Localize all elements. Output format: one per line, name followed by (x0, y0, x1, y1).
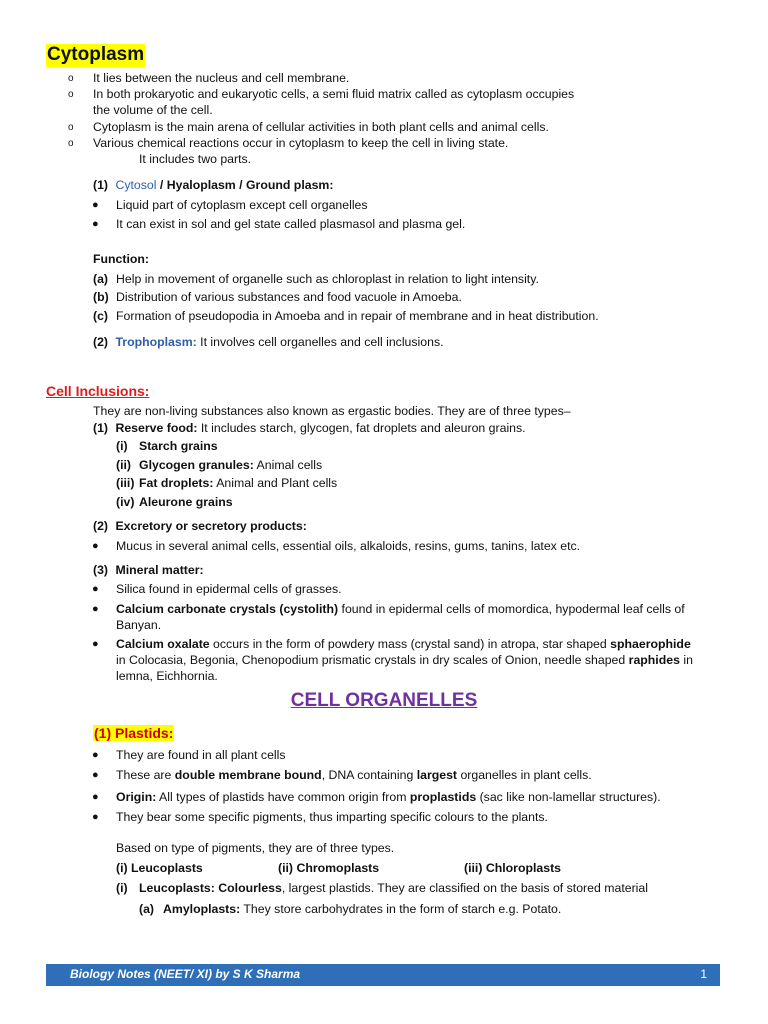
text: They store carbohydrates in the form of starch e.g. Potato. (240, 902, 562, 916)
bullet-text-cont (116, 653, 693, 669)
subheading-cytosol (93, 178, 333, 194)
plastids-heading-wrap (93, 724, 174, 743)
bullet-text: They are found in all plant cells (116, 748, 286, 762)
term: Colourless (218, 881, 282, 895)
bullet-icon: ● (92, 218, 99, 230)
text: occurs in the form of powdery mass (crystal sand) in atropa, star shaped (209, 637, 611, 651)
item-label: (c) (93, 309, 109, 323)
term: Reserve food: (115, 421, 198, 435)
term: Origin: (116, 790, 157, 804)
term: raphides (628, 653, 680, 667)
bullet-icon: ● (92, 199, 99, 211)
type-leucoplasts: (i) Leucoplasts (116, 861, 203, 875)
term: double membrane bound (174, 768, 322, 782)
item-label: (i) (116, 881, 128, 895)
reserve-food-line (93, 421, 526, 437)
bullet-icon: o (68, 89, 74, 100)
bullet-icon: ● (92, 603, 99, 615)
item-label: (ii) (116, 458, 132, 472)
bullet-icon: ● (92, 583, 99, 595)
term: largest (416, 768, 458, 782)
paragraph: They are non-living substances also known as ergastic bodies. They are of three types– (93, 404, 571, 418)
bullet-icon: o (68, 122, 74, 133)
bullet-icon: ● (92, 540, 99, 552)
item-number: (1) (93, 421, 109, 435)
paragraph: Based on type of pigments, they are of three types. (116, 841, 395, 855)
term-rest: It includes starch, glycogen, fat droplets and aleuron grains. (197, 421, 526, 435)
bullet-icon: ● (92, 811, 99, 823)
bullet-icon: ● (92, 791, 99, 803)
term: Glycogen granules: (139, 458, 254, 472)
bullet-text-cont: lemna, Eichhornia. (116, 669, 218, 683)
paragraph: It includes two parts. (139, 152, 252, 166)
plastids-heading: (1) Plastids: (94, 725, 174, 741)
mineral-heading (93, 563, 204, 579)
sub-item (139, 439, 218, 455)
term-rest: Animal and Plant cells (213, 476, 338, 490)
bullet-text: Mucus in several animal cells, essential oils, alkaloids, resins, gums, tanins, latex etc. (116, 539, 581, 553)
text: in Colocasia, Begonia, Chenopodium prismatic crystals in dry scales of Onion, needle shaped (116, 653, 629, 667)
text: in (679, 653, 693, 667)
item-number: (3) (93, 563, 109, 577)
section-heading-cytoplasm: Cytoplasm (47, 44, 145, 65)
bullet-text: They bear some specific pigments, thus imparting specific colours to the plants. (116, 810, 548, 824)
item-number: (2) (93, 519, 109, 533)
bullet-icon: ● (92, 638, 99, 650)
excretory-heading (93, 519, 307, 535)
paragraph: the volume of the cell. (93, 103, 213, 117)
function-text: Help in movement of organelle such as chloroplast in relation to light intensity. (116, 272, 539, 286)
paragraph: It lies between the nucleus and cell membrane. (93, 71, 350, 85)
item-label: (iv) (116, 495, 135, 509)
paragraph: In both prokaryotic and eukaryotic cells, a semi fluid matrix called as cytoplasm occupies (93, 87, 575, 101)
page-number: 1 (700, 967, 707, 981)
footer-title: Biology Notes (NEET/ XI) by S K Sharma (70, 967, 301, 981)
term: Fat droplets: (139, 476, 214, 490)
term-cytosol: Cytosol (115, 178, 157, 192)
bullet-text: It can exist in sol and gel state called plasmasol and plasma gel. (116, 217, 466, 231)
bullet-icon: o (68, 73, 74, 84)
item-label: (a) (93, 272, 109, 286)
bullet-text: Silica found in epidermal cells of grasses. (116, 582, 342, 596)
text: found in epidermal cells of momordica, hypodermal leaf cells of (338, 602, 685, 616)
item-label: (i) (116, 439, 128, 453)
bullet-text (116, 768, 592, 784)
bullet-text (116, 790, 661, 806)
text: These are (116, 768, 175, 782)
function-text: Formation of pseudopodia in Amoeba and in repair of membrane and in heat distribution. (116, 309, 599, 323)
amyloplasts-text (163, 902, 561, 918)
term: Calcium oxalate (116, 637, 210, 651)
function-text: Distribution of various substances and food vacuole in Amoeba. (116, 290, 462, 304)
bullet-icon: ● (92, 749, 99, 761)
sub-item (139, 495, 233, 511)
term-rest: Animal cells (253, 458, 323, 472)
term-trophoplasm: Trophoplasm: (115, 335, 197, 349)
bullet-text (116, 602, 685, 618)
term-rest: / Hyaloplasm / Ground plasm: (156, 178, 334, 192)
term: Excretory or secretory products: (115, 519, 307, 533)
term: Amyloplasts: (163, 902, 241, 916)
subheading-trophoplasm (93, 335, 444, 351)
bullet-icon: ● (92, 769, 99, 781)
item-label: (b) (93, 290, 109, 304)
type-chloroplasts: (iii) Chloroplasts (464, 861, 562, 875)
text: , DNA containing (321, 768, 417, 782)
text: , largest plastids. They are classified on the basis of stored material (281, 881, 648, 895)
item-number: (1) (93, 178, 109, 192)
bullet-text-cont: Banyan. (116, 618, 162, 632)
item-number: (2) (93, 335, 109, 349)
term: Aleurone grains (139, 495, 233, 509)
bullet-text: Liquid part of cytoplasm except cell organelles (116, 198, 368, 212)
bullet-icon: o (68, 138, 74, 149)
term: Starch grains (139, 439, 218, 453)
section-heading-cell-organelles: CELL ORGANELLES (290, 690, 478, 711)
term: Leucoplasts: (139, 881, 215, 895)
paragraph: Various chemical reactions occur in cytoplasm to keep the cell in living state. (93, 136, 509, 150)
text: organelles in plant cells. (457, 768, 592, 782)
type-chromoplasts: (ii) Chromoplasts (278, 861, 380, 875)
bullet-text (116, 637, 691, 653)
term: Mineral matter: (115, 563, 204, 577)
leucoplasts-text (139, 881, 648, 897)
item-label: (a) (139, 902, 155, 916)
page-footer (46, 964, 720, 986)
term: Calcium carbonate crystals (cystolith) (116, 602, 339, 616)
item-label: (iii) (116, 476, 135, 490)
term: proplastids (409, 790, 477, 804)
text: (sac like non-lamellar structures). (476, 790, 661, 804)
sub-item (139, 476, 337, 492)
paragraph: Cytoplasm is the main arena of cellular activities in both plant cells and animal cells. (93, 120, 549, 134)
function-heading: Function: (93, 252, 150, 266)
term-rest: It involves cell organelles and cell inclusions. (196, 335, 444, 349)
section-heading-cell-inclusions: Cell Inclusions: (46, 383, 150, 399)
term: sphaerophide (610, 637, 691, 651)
sub-item (139, 458, 322, 474)
text: All types of plastids have common origin from (156, 790, 410, 804)
